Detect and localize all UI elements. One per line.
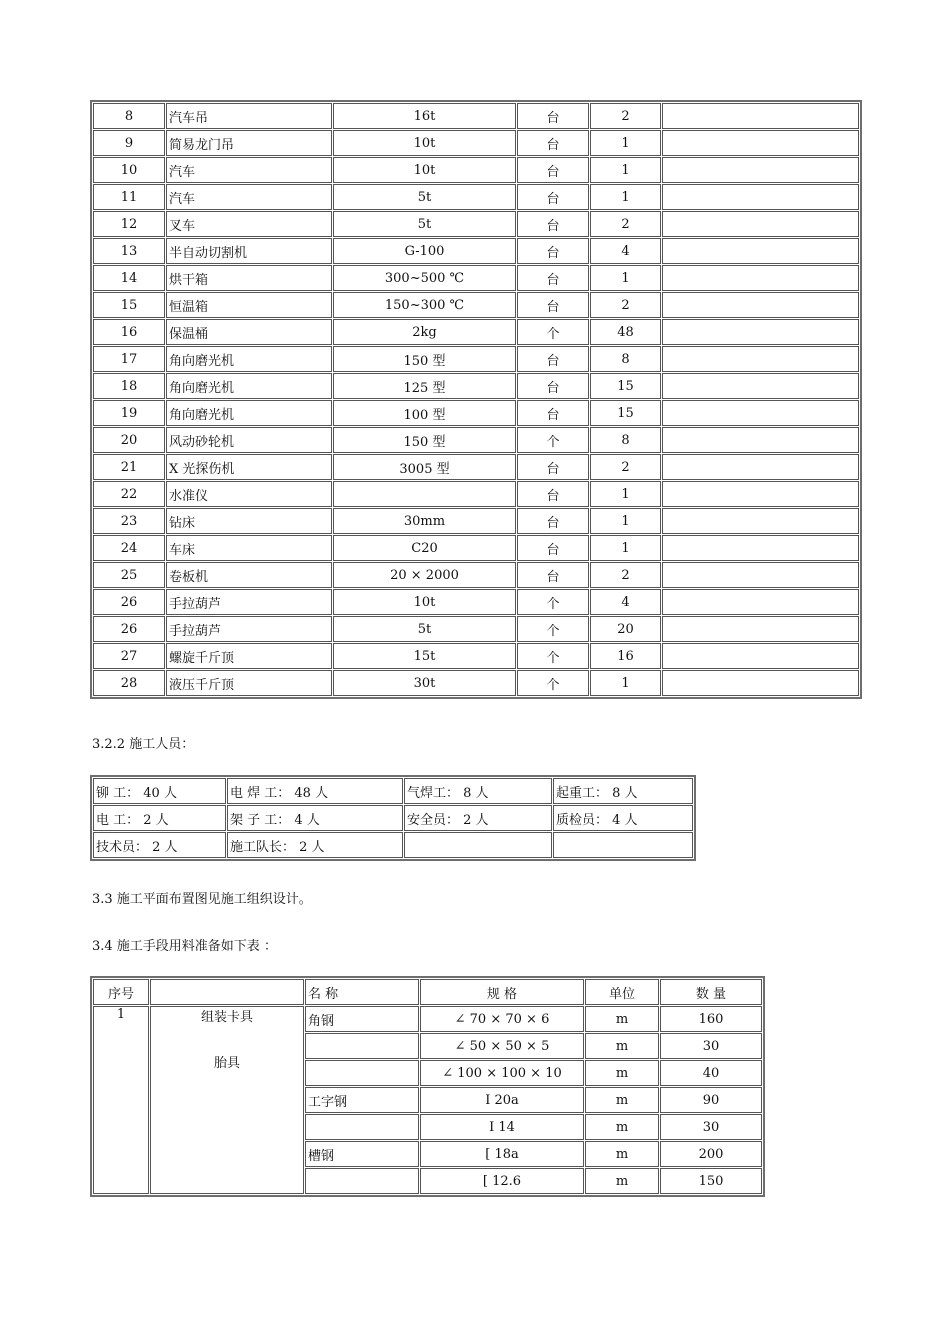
material-name [305, 1168, 419, 1194]
table-row [93, 508, 859, 534]
equip-qty: 4 [590, 238, 661, 264]
equip-remark [662, 319, 859, 345]
equip-remark [662, 535, 859, 561]
table-row [93, 373, 859, 399]
equip-qty: 15 [590, 400, 661, 426]
equip-unit: 台 [517, 454, 589, 480]
equip-qty: 1 [590, 157, 661, 183]
staff-cell: 安全员： 2 人 [404, 805, 552, 831]
equip-name: X 光探伤机 [166, 454, 332, 480]
equip-name: 手拉葫芦 [166, 589, 332, 615]
material-name: 工字钢 [305, 1087, 419, 1113]
equip-no: 21 [93, 454, 165, 480]
material-spec: I 14 [420, 1114, 584, 1140]
table-row [93, 130, 859, 156]
equip-qty: 1 [590, 265, 661, 291]
equip-name: 液压千斤顶 [166, 670, 332, 696]
table-row [93, 1006, 762, 1032]
equip-no: 14 [93, 265, 165, 291]
equip-name: 汽车 [166, 184, 332, 210]
equip-unit: 台 [517, 157, 589, 183]
table-row [93, 589, 859, 615]
table-row [93, 211, 859, 237]
equip-qty: 2 [590, 562, 661, 588]
equip-spec: 300~500 ℃ [333, 265, 516, 291]
equip-qty: 2 [590, 211, 661, 237]
header-blank [150, 979, 304, 1005]
equip-name: 手拉葫芦 [166, 616, 332, 642]
header-qty: 数 量 [660, 979, 762, 1005]
header-unit: 单位 [585, 979, 659, 1005]
staff-cell: 架 子 工： 4 人 [227, 805, 403, 831]
equip-remark [662, 427, 859, 453]
equip-no: 23 [93, 508, 165, 534]
equip-name: 风动砂轮机 [166, 427, 332, 453]
equip-name: 半自动切割机 [166, 238, 332, 264]
equip-remark [662, 481, 859, 507]
material-unit: m [585, 1141, 659, 1167]
equip-spec: 10t [333, 130, 516, 156]
equip-unit: 个 [517, 319, 589, 345]
material-spec: [ 18a [420, 1141, 584, 1167]
material-qty: 160 [660, 1006, 762, 1032]
staff-table [90, 775, 696, 861]
equip-remark [662, 238, 859, 264]
equip-remark [662, 130, 859, 156]
equip-qty: 2 [590, 103, 661, 129]
equip-spec: 30t [333, 670, 516, 696]
equip-name: 恒温箱 [166, 292, 332, 318]
material-unit: m [585, 1033, 659, 1059]
equip-spec: 2kg [333, 319, 516, 345]
equip-unit: 台 [517, 103, 589, 129]
equip-unit: 个 [517, 616, 589, 642]
equip-unit: 台 [517, 481, 589, 507]
table-row [93, 427, 859, 453]
equip-spec: 30mm [333, 508, 516, 534]
equip-no: 27 [93, 643, 165, 669]
equip-unit: 个 [517, 589, 589, 615]
equip-no: 18 [93, 373, 165, 399]
material-unit: m [585, 1168, 659, 1194]
staff-cell: 施工队长： 2 人 [227, 832, 403, 858]
equip-no: 26 [93, 616, 165, 642]
equip-no: 26 [93, 589, 165, 615]
staff-cell: 起重工： 8 人 [553, 778, 693, 804]
equip-spec: 150 型 [333, 427, 516, 453]
equip-name: 烘干箱 [166, 265, 332, 291]
staff-cell: 电 焊 工： 48 人 [227, 778, 403, 804]
equip-name: 角向磨光机 [166, 400, 332, 426]
equip-unit: 台 [517, 373, 589, 399]
equip-no: 9 [93, 130, 165, 156]
equip-unit: 台 [517, 562, 589, 588]
section-heading-322: 3.2.2 施工人员： [92, 737, 195, 752]
equip-remark [662, 292, 859, 318]
staff-cell [553, 832, 693, 858]
equip-unit: 个 [517, 670, 589, 696]
equip-no: 25 [93, 562, 165, 588]
equip-remark [662, 508, 859, 534]
equip-unit: 台 [517, 346, 589, 372]
equip-qty: 1 [590, 670, 661, 696]
equipment-table-body [93, 103, 859, 696]
table-row [93, 238, 859, 264]
equip-spec: 150 型 [333, 346, 516, 372]
table-row [93, 670, 859, 696]
equip-remark [662, 562, 859, 588]
table-row [93, 319, 859, 345]
equip-name: 汽车吊 [166, 103, 332, 129]
equip-remark [662, 643, 859, 669]
staff-cell: 技术员： 2 人 [93, 832, 226, 858]
equip-remark [662, 346, 859, 372]
table-row [93, 157, 859, 183]
material-name: 槽钢 [305, 1141, 419, 1167]
equip-spec: C20 [333, 535, 516, 561]
header-spec: 规 格 [420, 979, 584, 1005]
equip-no: 28 [93, 670, 165, 696]
equip-remark [662, 103, 859, 129]
material-unit: m [585, 1060, 659, 1086]
equip-remark [662, 670, 859, 696]
table-row [93, 832, 693, 858]
equip-qty: 20 [590, 616, 661, 642]
material-unit: m [585, 1006, 659, 1032]
equip-unit: 台 [517, 238, 589, 264]
equip-remark [662, 373, 859, 399]
equip-qty: 2 [590, 454, 661, 480]
header-seq: 序号 [93, 979, 149, 1005]
material-unit: m [585, 1114, 659, 1140]
equip-unit: 个 [517, 643, 589, 669]
material-name [305, 1060, 419, 1086]
staff-cell: 气焊工： 8 人 [404, 778, 552, 804]
material-table-body [93, 1006, 762, 1194]
equip-qty: 2 [590, 292, 661, 318]
material-spec: ∠ 100 × 100 × 10 [420, 1060, 584, 1086]
equip-no: 20 [93, 427, 165, 453]
equip-unit: 台 [517, 184, 589, 210]
equip-spec: 150~300 ℃ [333, 292, 516, 318]
table-row [93, 184, 859, 210]
material-name [305, 1033, 419, 1059]
equip-remark [662, 211, 859, 237]
material-spec: I 20a [420, 1087, 584, 1113]
equip-no: 10 [93, 157, 165, 183]
equip-name: 角向磨光机 [166, 346, 332, 372]
table-row [93, 616, 859, 642]
equip-qty: 1 [590, 535, 661, 561]
equip-no: 22 [93, 481, 165, 507]
equip-qty: 1 [590, 130, 661, 156]
table-row [93, 292, 859, 318]
equip-spec: 3005 型 [333, 454, 516, 480]
equip-spec [333, 481, 516, 507]
equip-unit: 台 [517, 535, 589, 561]
material-name: 角钢 [305, 1006, 419, 1032]
equip-remark [662, 616, 859, 642]
equip-remark [662, 184, 859, 210]
equip-name: 水准仪 [166, 481, 332, 507]
equip-qty: 1 [590, 481, 661, 507]
material-qty: 200 [660, 1141, 762, 1167]
equip-spec: 16t [333, 103, 516, 129]
table-row [93, 778, 693, 804]
equip-no: 8 [93, 103, 165, 129]
equip-name: 卷板机 [166, 562, 332, 588]
equip-name: 角向磨光机 [166, 373, 332, 399]
table-row [93, 454, 859, 480]
table-row [93, 103, 859, 129]
equip-name: 车床 [166, 535, 332, 561]
equip-no: 11 [93, 184, 165, 210]
material-item-label-text: 胎具 [213, 1056, 240, 1071]
material-item-no: 1 [93, 1006, 149, 1194]
staff-table-body [93, 778, 693, 858]
equip-name: 简易龙门吊 [166, 130, 332, 156]
equip-name: 叉车 [166, 211, 332, 237]
equip-unit: 台 [517, 211, 589, 237]
equip-spec: 10t [333, 589, 516, 615]
staff-cell: 质检员： 4 人 [553, 805, 693, 831]
equip-no: 15 [93, 292, 165, 318]
equip-qty: 1 [590, 184, 661, 210]
equip-unit: 台 [517, 508, 589, 534]
equip-unit: 台 [517, 265, 589, 291]
equip-no: 17 [93, 346, 165, 372]
equip-remark [662, 157, 859, 183]
equip-spec: 125 型 [333, 373, 516, 399]
table-row [93, 481, 859, 507]
material-header-row [93, 979, 762, 1005]
equip-remark [662, 400, 859, 426]
equip-remark [662, 589, 859, 615]
equip-unit: 台 [517, 130, 589, 156]
equip-qty: 48 [590, 319, 661, 345]
material-unit: m [585, 1087, 659, 1113]
material-item-label-text: 组装卡具 [200, 1010, 253, 1025]
equip-no: 19 [93, 400, 165, 426]
material-item-label [150, 1006, 304, 1194]
equip-name: 保温桶 [166, 319, 332, 345]
equip-qty: 1 [590, 508, 661, 534]
equip-qty: 4 [590, 589, 661, 615]
equip-unit: 个 [517, 427, 589, 453]
table-row [93, 400, 859, 426]
equip-unit: 台 [517, 292, 589, 318]
equip-qty: 8 [590, 346, 661, 372]
material-qty: 90 [660, 1087, 762, 1113]
table-row [93, 265, 859, 291]
staff-cell: 铆 工： 40 人 [93, 778, 226, 804]
section-heading-33: 3.3 施工平面布置图见施工组织设计。 [92, 892, 312, 907]
staff-cell: 电 工： 2 人 [93, 805, 226, 831]
equip-spec: 5t [333, 616, 516, 642]
table-row [93, 643, 859, 669]
table-row [93, 562, 859, 588]
equip-name: 汽车 [166, 157, 332, 183]
equip-qty: 8 [590, 427, 661, 453]
material-spec: [ 12.6 [420, 1168, 584, 1194]
equip-remark [662, 454, 859, 480]
equip-spec: G-100 [333, 238, 516, 264]
equip-spec: 100 型 [333, 400, 516, 426]
equip-no: 12 [93, 211, 165, 237]
material-name [305, 1114, 419, 1140]
table-row [93, 535, 859, 561]
staff-cell [404, 832, 552, 858]
equip-spec: 20 × 2000 [333, 562, 516, 588]
material-spec: ∠ 70 × 70 × 6 [420, 1006, 584, 1032]
equip-spec: 10t [333, 157, 516, 183]
material-qty: 150 [660, 1168, 762, 1194]
table-row [93, 805, 693, 831]
equip-name: 钻床 [166, 508, 332, 534]
equip-unit: 台 [517, 400, 589, 426]
material-table [90, 976, 765, 1197]
equip-qty: 16 [590, 643, 661, 669]
equip-no: 24 [93, 535, 165, 561]
equip-no: 13 [93, 238, 165, 264]
equip-spec: 5t [333, 184, 516, 210]
material-qty: 30 [660, 1114, 762, 1140]
equip-name: 螺旋千斤顶 [166, 643, 332, 669]
equip-spec: 15t [333, 643, 516, 669]
material-qty: 40 [660, 1060, 762, 1086]
equip-remark [662, 265, 859, 291]
equip-no: 16 [93, 319, 165, 345]
material-spec: ∠ 50 × 50 × 5 [420, 1033, 584, 1059]
material-qty: 30 [660, 1033, 762, 1059]
equipment-table [90, 100, 862, 699]
equip-spec: 5t [333, 211, 516, 237]
equip-qty: 15 [590, 373, 661, 399]
header-name: 名 称 [305, 979, 419, 1005]
section-heading-34: 3.4 施工手段用料准备如下表 ： [92, 939, 277, 954]
table-row [93, 346, 859, 372]
